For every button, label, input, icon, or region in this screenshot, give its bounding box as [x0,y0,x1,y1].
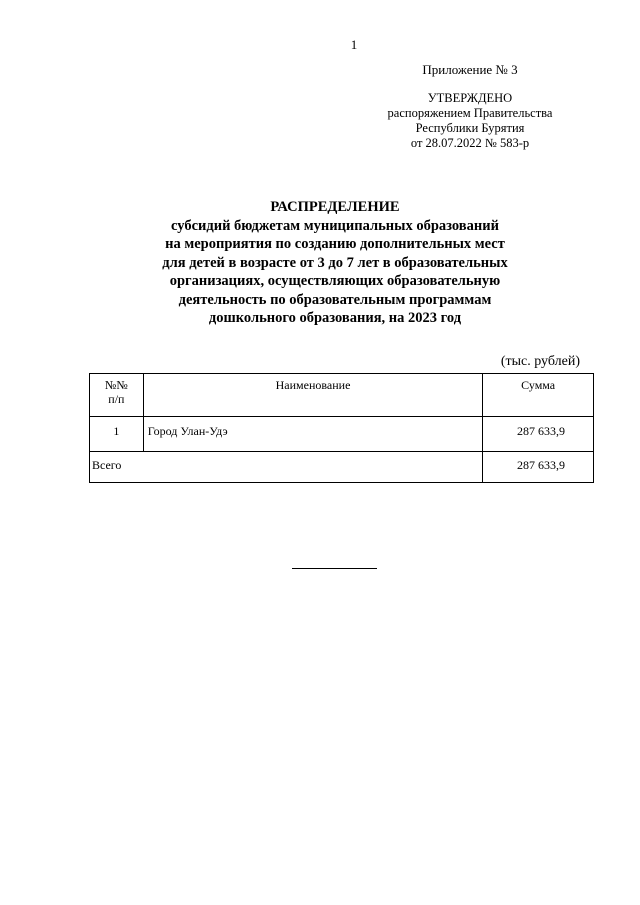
header-number-line2: п/п [108,392,125,406]
approval-line: от 28.07.2022 № 583-р [410,136,530,150]
header-sum: Сумма [483,374,594,417]
approval-line: распоряжением Правительства [387,106,553,120]
approval-line: Республики Бурятия [415,121,525,135]
row-name: Город Улан-Удэ [143,417,483,452]
header-name: Наименование [143,374,483,417]
end-divider [292,568,377,569]
appendix-label: Приложение № 3 [422,62,518,77]
total-label: Всего [90,452,483,483]
title-line: субсидий бюджетам муниципальных образований [171,217,499,234]
title-line: организациях, осуществляющих образовательную [169,273,501,289]
title-line: на мероприятия по созданию дополнительных мест [165,236,505,252]
title-line: для детей в возрасте от 3 до 7 лет в образовательных [162,254,508,271]
distribution-table [89,373,594,483]
row-number: 1 [90,417,144,452]
title-line: деятельность по образовательным программам [178,291,492,308]
title-line: РАСПРЕДЕЛЕНИЕ [270,199,400,215]
approval-stamp [370,91,570,151]
table-row [90,417,594,452]
title-line: дошкольного образования, на 2023 год [208,310,462,326]
table-header-row [90,374,594,417]
header-number-line1: №№ [104,378,128,392]
document-title [120,198,550,328]
approval-line: УТВЕРЖДЕНО [427,91,513,105]
row-sum: 287 633,9 [483,417,594,452]
header-number [90,374,144,417]
total-sum: 287 633,9 [483,452,594,483]
page-number: 1 [350,37,358,52]
units-label: (тыс. рублей) [500,354,580,369]
table-total-row [90,452,594,483]
